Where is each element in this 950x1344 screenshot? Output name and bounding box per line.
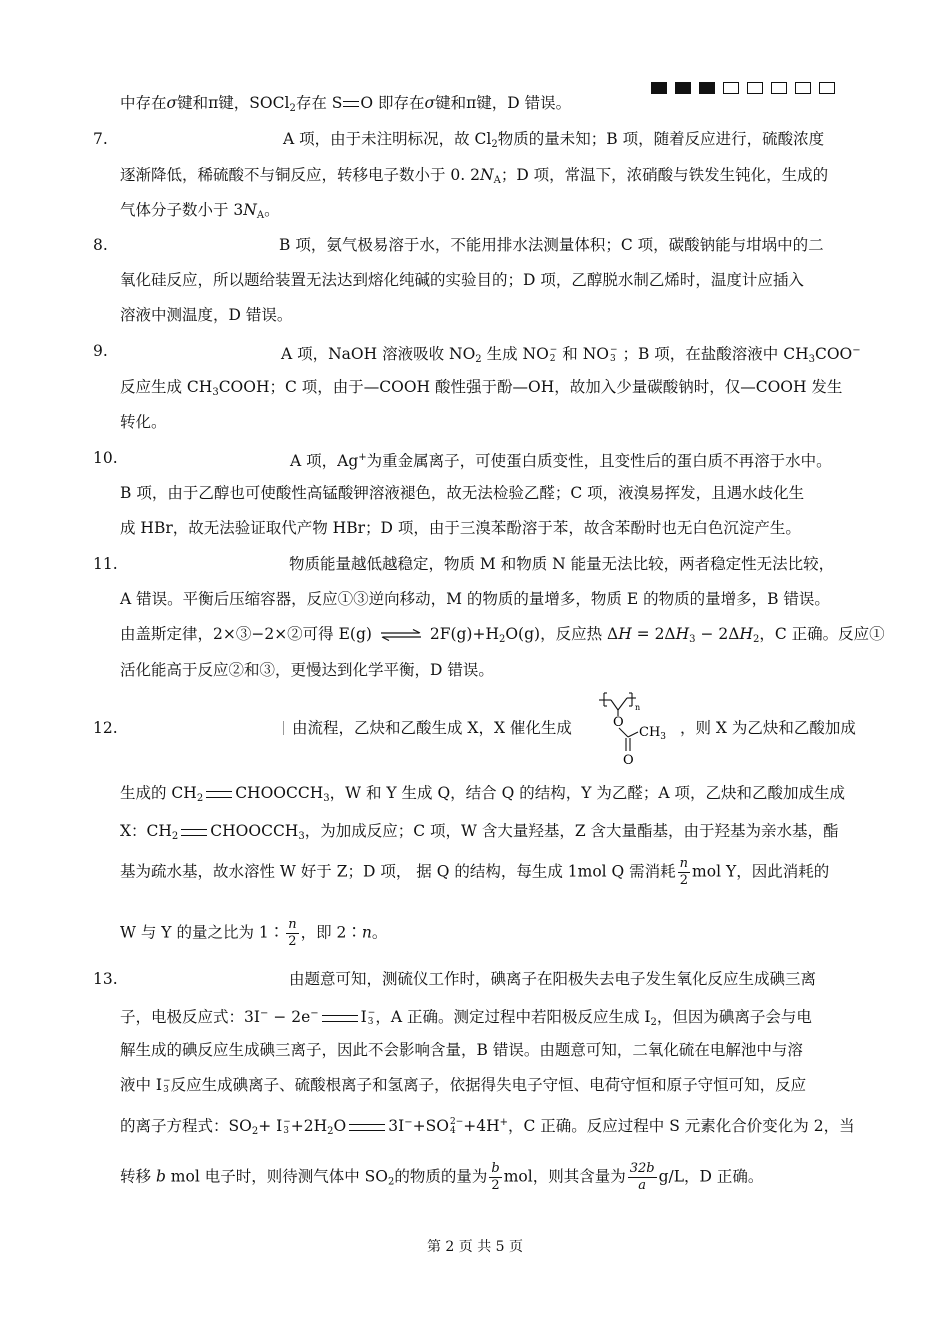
paragraph-line: 子，电极反应式：3I− − 2e− I − 3 ，A 正确。测定过程中若阳极反应生成 $I_2$，但因为碘离子会与电 (120, 1008, 812, 1028)
paragraph-line: 转移 b mol 电子时，则待测气体中 $SO_2$的物质的量为 $\frac{b}{2}$ mol，则其含量为 $\frac{32b}{a}$ g/L，D 正确。 (120, 1161, 764, 1193)
paragraph-line: B 项，由于乙醇也可使酸性高锰酸钾溶液褪色，故无法检验乙醛；C 项，液溴易挥发，且遇水歧化生 (120, 484, 805, 502)
paragraph-line: 解生成的碘反应生成碘三离子，因此不会影响含量，B 错误。由题意可知，二氧化硫在电解池中与溶 (120, 1041, 803, 1059)
progress-square-empty (771, 82, 787, 94)
paragraph-line: W 与 Y 的量之比为 1∶ $\frac{n}{2}$ ，即 2∶n。 (120, 917, 388, 949)
repeat-subscript: n (635, 703, 641, 712)
page-progress-indicator (651, 82, 835, 94)
paragraph-line: 由盖斯定律，2×③−2×②可得 E(g) $2F(g)+H_2O(g)$，反应热 $\Delta H = 2\Delta H_3 - 2\Delta H_2$，C 正确。反应① (120, 625, 885, 645)
ester-oxygen-label: O (613, 715, 624, 730)
paragraph-line: A 项，由于未注明标况，故 $Cl_2$物质的量未知；B 项，随着反应进行，硫酸浓度 (283, 130, 825, 150)
paragraph-line: 中存在σ键和π键，SOCl$_2$存在 S O 即存在σ键和π键，D 错误。 (120, 94, 572, 114)
paragraph-line: B 项，氨气极易溶于水，不能用排水法测量体积；C 项，碳酸钠能与坩埚中的二 (279, 236, 824, 254)
paragraph-line: A 项，NaOH 溶液吸收 $NO_2$ 生成 NO − 2 和 NO − 3 ；B 项，在盐酸溶液中 $CH_3COO^-$ (281, 345, 861, 365)
progress-square-empty (723, 82, 739, 94)
paragraph-line: 逐渐降低，稀硫酸不与铜反应，转移电子数小于 0. $2N_A$；D 项，常温下，浓硝酸与铁发生钝化，生成的 (120, 166, 829, 186)
progress-square-empty (819, 82, 835, 94)
question-number: 13. (93, 970, 118, 988)
paragraph-line: 转化。 (120, 413, 167, 431)
fraction: $\frac{b}{2}$ (491, 1161, 500, 1193)
paragraph-line: 液中 I − 3 反应生成碘离子、硫酸根离子和氢离子，依据得失电子守恒、电荷守恒和原子守恒可知，反应 (120, 1076, 807, 1095)
question-number: 7. (93, 130, 108, 148)
paragraph-line: X：$CH_2$ $CHOOCCH_3$，为加成反应；C 项，W 含大量羟基，Z 含大量酯基，由于羟基为亲水基，酯 (120, 822, 839, 842)
methyl-label: $CH_3$ (639, 725, 667, 742)
paragraph-line: A 错误。平衡后压缩容器，反应①③逆向移动，M 的物质的量增多，物质 E 的物质的量增多，B 错误。 (120, 590, 830, 608)
paragraph-line: 成 HBr，故无法验证取代产物 HBr；D 项，由于三溴苯酚溶于苯，故含苯酚时也无白色沉淀产生。 (120, 519, 801, 537)
progress-square-filled (651, 82, 667, 94)
fraction: $\frac{32b}{a}$ (629, 1161, 655, 1193)
paragraph-line: 由题意可知，测硫仪工作时，碘离子在阳极失去电子发生氧化反应生成碘三离 (289, 970, 817, 988)
fraction: $\frac{n}{2}$ (679, 856, 689, 888)
question-number: 9. (93, 342, 108, 360)
page-footer: 第 2 页 共 5 页 (426, 1239, 524, 1255)
question-number: 10. (93, 449, 118, 467)
paragraph-line: 反应生成 $CH_3COOH$；C 项，由于—COOH 酸性强于酚—OH，故加入少量碳酸钠时，仅—COOH 发生 (120, 378, 843, 398)
question-number: 8. (93, 236, 108, 254)
polymer-structure-diagram (598, 688, 680, 772)
progress-square-empty (795, 82, 811, 94)
text-cursor-mark (283, 721, 284, 735)
carbonyl-oxygen-label: O (623, 753, 634, 768)
paragraph-line: 的离子方程式：$SO_2+ I$ − 3 $+2H_2O$ 3I−+SO 2− 4 +4H+，C 正确。反应过程中 S 元素化合价变化为 2，当 (120, 1117, 855, 1137)
paragraph-line: A 项，Ag+为重金属离子，可使蛋白质变性，且变性后的蛋白质不再溶于水中。 (290, 452, 832, 470)
progress-square-empty (747, 82, 763, 94)
paragraph-line: 基为疏水基，故水溶性 W 好于 Z；D 项， 据 Q 的结构，每生成 1mol Q 需消耗 $\frac{n}{2}$ mol Y，因此消耗的 (120, 856, 830, 888)
paragraph-line: 由流程，乙炔和乙酸生成 X，X 催化生成 (292, 719, 572, 737)
paragraph-line: 物质能量越低越稳定，物质 M 和物质 N 能量无法比较，两者稳定性无法比较， (289, 555, 835, 573)
equilibrium-arrow-icon (379, 629, 423, 641)
paragraph-line: 溶液中测温度，D 错误。 (120, 306, 293, 324)
progress-square-filled (675, 82, 691, 94)
fraction: $\frac{n}{2}$ (288, 917, 297, 949)
paragraph-line: 氧化硅反应，所以题给装置无法达到熔化纯碱的实验目的；D 项，乙醇脱水制乙烯时，温度计应插入 (120, 271, 804, 289)
paragraph-line: ，则 X 为乙炔和乙酸加成 (680, 719, 856, 737)
paragraph-line: 活化能高于反应②和③，更慢达到化学平衡，D 错误。 (120, 661, 494, 679)
progress-square-filled (699, 82, 715, 94)
paragraph-line: 气体分子数小于 $3N_A$。 (120, 201, 280, 221)
paragraph-line: 生成的 $CH_2$ $CHOOCCH_3$，W 和 Y 生成 Q，结合 Q 的结构，Y 为乙醛；A 项，乙炔和乙酸加成生成 (120, 784, 846, 804)
question-number: 11. (93, 555, 118, 573)
question-number: 12. (93, 719, 118, 737)
